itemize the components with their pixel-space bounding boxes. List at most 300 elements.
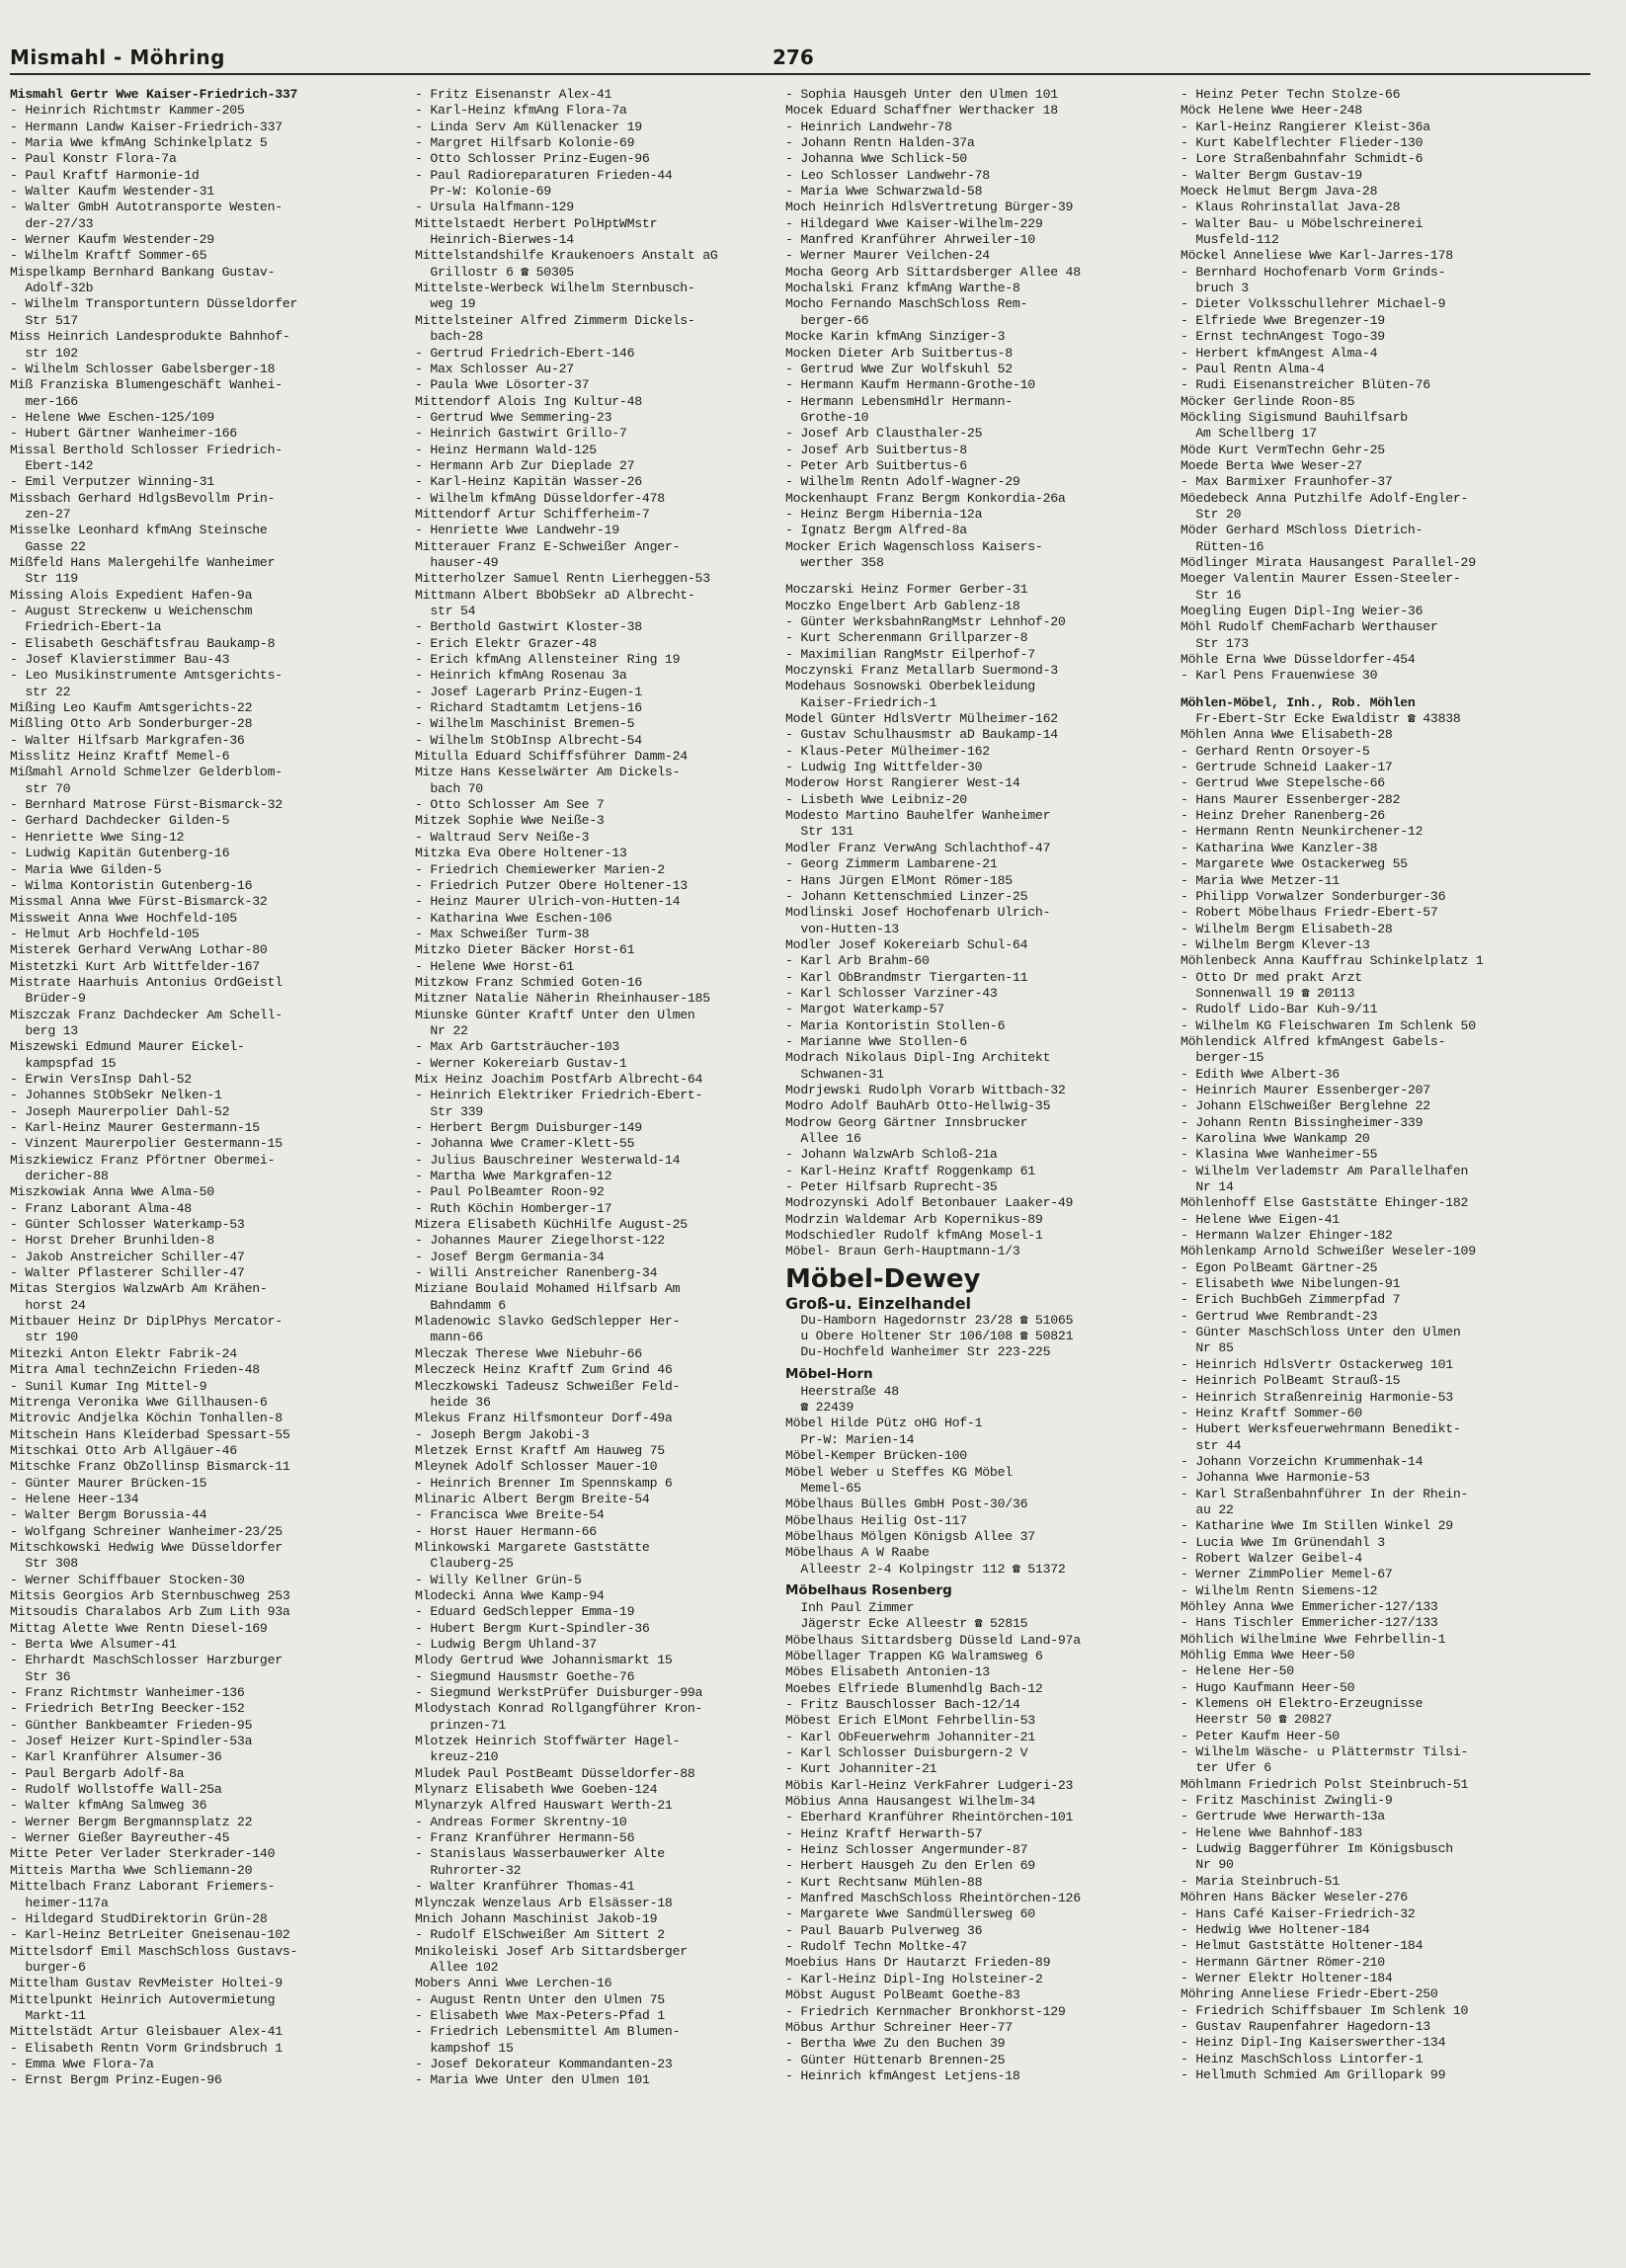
directory-entry: - August Rentn Unter den Ulmen 75 — [415, 1991, 665, 2007]
directory-entry: Mocho Fernando MaschSchloss Rem- — [785, 296, 1028, 312]
page-range-title: Mismahl - Möhring — [10, 45, 225, 69]
directory-entry: Missmal Anna Wwe Fürst-Bismarck-32 — [10, 894, 268, 910]
directory-entry: - Hugo Kaufmann Heer-50 — [1180, 1679, 1355, 1695]
directory-entry: - Johann WalzwArb Schloß-21a — [785, 1147, 998, 1163]
directory-entry: Modler Josef Kokereiarb Schul-64 — [785, 936, 1028, 952]
directory-entry: - Margret Hilfsarb Kolonie-69 — [415, 135, 635, 151]
directory-entry: Moeck Helmut Bergm Java-28 — [1180, 184, 1378, 200]
directory-entry: Mleczak Therese Wwe Niebuhr-66 — [415, 1345, 642, 1361]
directory-entry: - Georg Zimmerm Lambarene-21 — [785, 856, 998, 872]
directory-entry: heimer-117a — [10, 1895, 109, 1910]
directory-entry: - Ludwig Ing Wittfelder-30 — [785, 760, 983, 775]
directory-entry: - Johanna Wwe Cramer-Klett-55 — [415, 1136, 635, 1152]
directory-entry: weg 19 — [415, 296, 476, 312]
directory-entry: - Walter Bergm Gustav-19 — [1180, 167, 1362, 183]
directory-entry: - Wilhelm Rentn Adolf-Wagner-29 — [785, 474, 1020, 490]
directory-entry: - Hermann Kaufm Hermann-Grothe-10 — [785, 377, 1035, 393]
directory-entry: - Johann Rentn Bissingheimer-339 — [1180, 1114, 1423, 1130]
directory-entry: Möhley Anna Wwe Emmericher-127/133 — [1180, 1598, 1438, 1614]
directory-entry: Möhlenhoff Else Gaststätte Ehinger-182 — [1180, 1195, 1469, 1211]
directory-entry: Mittendorf Artur Schifferheim-7 — [415, 506, 650, 522]
directory-entry: - Heinrich Elektriker Friedrich-Ebert- — [415, 1088, 703, 1103]
directory-entry: - Friedrich Putzer Obere Holtener-13 — [415, 877, 688, 893]
directory-entry: - Heinrich kfmAngest Letjens-18 — [785, 2067, 1020, 2083]
directory-entry: Allee 16 — [785, 1131, 861, 1146]
directory-entry: - Werner Elektr Holtener-184 — [1180, 1970, 1393, 1985]
directory-entry: Miunske Günter Kraftf Unter den Ulmen — [415, 1007, 695, 1022]
directory-entry: - Robert Möbelhaus Friedr-Ebert-57 — [1180, 905, 1438, 921]
directory-entry: der-27/33 — [10, 215, 94, 231]
directory-entry: Miß Franziska Blumengeschäft Wanhei- — [10, 377, 283, 393]
directory-entry: - Heinrich Straßenreinig Harmonie-53 — [1180, 1389, 1453, 1405]
directory-entry: Möhlenkamp Arnold Schweißer Weseler-109 — [1180, 1244, 1476, 1259]
directory-entry: - Hildegard Wwe Kaiser-Wilhelm-229 — [785, 215, 1043, 231]
directory-entry: - Berta Wwe Alsumer-41 — [10, 1637, 177, 1652]
directory-entry: - Erich BuchbGeh Zimmerpfad 7 — [1180, 1292, 1401, 1308]
directory-column-3 — [785, 87, 1171, 2260]
directory-entry: - Günter Hüttenarb Brennen-25 — [785, 2052, 1006, 2067]
directory-entry: Mochalski Franz kfmAng Warthe-8 — [785, 281, 1020, 296]
directory-entry: - Horst Hauer Hermann-66 — [415, 1523, 597, 1539]
directory-entry: - Dieter Volksschullehrer Michael-9 — [1180, 296, 1446, 312]
directory-entry: Mlynczak Wenzelaus Arb Elsässer-18 — [415, 1895, 673, 1910]
directory-entry: - Günter WerksbahnRangMstr Lehnhof-20 — [785, 614, 1066, 629]
directory-entry: - Joseph Maurerpolier Dahl-52 — [10, 1103, 230, 1119]
directory-entry: berger-15 — [1180, 1050, 1264, 1066]
directory-entry: Modrozynski Adolf Betonbauer Laaker-49 — [785, 1195, 1074, 1211]
directory-entry: Mnich Johann Maschinist Jakob-19 — [415, 1910, 658, 1926]
directory-entry: Mismahl Gertr Wwe Kaiser-Friedrich-337 — [10, 87, 298, 102]
directory-entry: Mittelpunkt Heinrich Autovermietung — [10, 1991, 276, 2007]
directory-entry: - Siegmund Hausmstr Goethe-76 — [415, 1668, 635, 1684]
directory-entry: - Friedrich Lebensmittel Am Blumen- — [415, 2024, 681, 2040]
directory-entry: - Wilhelm Kraftf Sommer-65 — [10, 248, 207, 264]
directory-entry: - Linda Serv Am Küllenacker 19 — [415, 119, 642, 134]
directory-entry: - Egon PolBeamt Gärtner-25 — [1180, 1259, 1378, 1275]
directory-entry: - Hubert Bergm Kurt-Spindler-36 — [415, 1620, 650, 1636]
directory-entry: Grillostr 6 ☎ 50305 — [415, 264, 574, 280]
directory-entry: - Rudolf Wollstoffe Wall-25a — [10, 1782, 222, 1798]
directory-entry: kampshof 15 — [415, 2040, 514, 2056]
directory-entry: Mitschkowski Hedwig Wwe Düsseldorfer — [10, 1539, 283, 1555]
directory-entry: prinzen-71 — [415, 1717, 506, 1733]
directory-entry: hauser-49 — [415, 554, 499, 570]
directory-entry: Markt-11 — [10, 2007, 86, 2023]
directory-entry: - Wilma Kontoristin Gutenberg-16 — [10, 877, 253, 893]
directory-entry: - Hans Maurer Essenberger-282 — [1180, 791, 1401, 807]
directory-entry: - Willi Anstreicher Ranenberg-34 — [415, 1265, 658, 1281]
directory-entry: Moegling Eugen Dipl-Ing Weier-36 — [1180, 604, 1423, 618]
directory-entry: - Friedrich Chemiewerker Marien-2 — [415, 861, 665, 877]
directory-entry: Möbelhaus A W Raabe — [785, 1545, 930, 1561]
directory-entry: Str 20 — [1180, 506, 1242, 522]
directory-entry: - Karl ObFeuerwehrm Johanniter-21 — [785, 1729, 1035, 1744]
directory-entry: - Heinz Kraftf Herwarth-57 — [785, 1825, 983, 1841]
directory-entry: - Max Schlosser Au-27 — [415, 361, 574, 376]
directory-entry: Misselke Leonhard kfmAng Steinsche — [10, 523, 268, 538]
directory-entry: - Katharina Wwe Eschen-106 — [415, 910, 612, 926]
directory-entry: Möhlich Wilhelmine Wwe Fehrbellin-1 — [1180, 1631, 1446, 1647]
directory-entry: - Margarete Wwe Sandmüllersweg 60 — [785, 1906, 1035, 1922]
directory-entry: - Paul Kraftf Harmonie-1d — [10, 167, 200, 183]
directory-entry: - Johann ElSchweißer Berglehne 22 — [1180, 1098, 1430, 1114]
directory-entry: - August Streckenw u Weichenschm — [10, 604, 253, 618]
directory-entry: Mleczeck Heinz Kraftf Zum Grind 46 — [415, 1362, 673, 1378]
directory-entry: - Hellmuth Schmied Am Grillopark 99 — [1180, 2066, 1446, 2082]
directory-entry: - Werner Kaufm Westender-29 — [10, 232, 214, 248]
directory-entry: Moebius Hans Dr Hautarzt Frieden-89 — [785, 1955, 1051, 1971]
directory-entry: Nr 22 — [415, 1022, 468, 1038]
directory-entry: - Wilhelm Transportuntern Düsseldorfer — [10, 296, 298, 312]
directory-entry: Nr 90 — [1180, 1857, 1234, 1873]
directory-entry: - Ruth Köchin Homberger-17 — [415, 1200, 612, 1216]
directory-entry: - Johann Rentn Halden-37a — [785, 135, 975, 151]
directory-entry: Mlynarzyk Alfred Hauswart Werth-21 — [415, 1798, 673, 1814]
directory-entry: - Karl-Heinz Kapitän Wasser-26 — [415, 474, 642, 490]
section-gap — [1180, 685, 1566, 695]
directory-entry: - Emma Wwe Flora-7a — [10, 2056, 154, 2071]
directory-entry: Mitsis Georgios Arb Sternbuschweg 253 — [10, 1587, 290, 1603]
directory-entry: - Karl Pens Frauenwiese 30 — [1180, 668, 1378, 684]
directory-entry: Jägerstr Ecke Alleestr ☎ 52815 — [785, 1616, 1028, 1632]
directory-entry: - Berthold Gastwirt Kloster-38 — [415, 619, 642, 635]
directory-entry: - Lucia Wwe Im Grünendahl 3 — [1180, 1534, 1385, 1550]
directory-entry: - Heinz Maurer Ulrich-von-Hutten-14 — [415, 894, 681, 910]
directory-entry: - Bertha Wwe Zu den Buchen 39 — [785, 2036, 1006, 2052]
directory-entry: - Gertrud Wwe Semmering-23 — [415, 409, 612, 425]
directory-entry: - Ehrhardt MaschSchlosser Harzburger — [10, 1653, 283, 1668]
directory-entry: - Karl-Heinz Maurer Gestermann-15 — [10, 1120, 260, 1135]
directory-entry: Modesto Martino Bauhelfer Wanheimer — [785, 808, 1051, 824]
directory-entry: - Karl-Heinz BetrLeiter Gneisenau-102 — [10, 1927, 290, 1943]
directory-entry: u Obere Holtener Str 106/108 ☎ 50821 — [785, 1329, 1074, 1344]
directory-entry: - Kurt Rechtsanw Mühlen-88 — [785, 1874, 983, 1890]
directory-entry: Möder Gerhard MSchloss Dietrich- — [1180, 523, 1423, 538]
directory-entry: Mockenhaupt Franz Bergm Konkordia-26a — [785, 490, 1066, 506]
directory-entry: Möcker Gerlinde Roon-85 — [1180, 393, 1355, 409]
directory-entry: ter Ufer 6 — [1180, 1760, 1271, 1776]
directory-entry: - Kurt Johanniter-21 — [785, 1761, 937, 1777]
directory-entry: Model Günter HdlsVertr Mülheimer-162 — [785, 711, 1058, 727]
directory-entry: Mitrovic Andjelka Köchin Tonhallen-8 — [10, 1411, 283, 1426]
directory-entry: Mocker Erich Wagenschloss Kaisers- — [785, 538, 1043, 554]
directory-entry: Mittelsdorf Emil MaschSchloss Gustavs- — [10, 1943, 298, 1959]
directory-entry: - Karl ObBrandmstr Tiergarten-11 — [785, 969, 1028, 985]
directory-entry: dericher-88 — [10, 1169, 109, 1184]
directory-entry: - Karolina Wwe Wankamp 20 — [1180, 1131, 1370, 1146]
directory-entry: - Walter Bergm Borussia-44 — [10, 1507, 207, 1523]
directory-entry: - Lisbeth Wwe Leibniz-20 — [785, 791, 967, 807]
directory-entry: - Walter Bau- u Möbelschreinerei — [1180, 215, 1423, 231]
directory-entry: - Heinrich Richtmstr Kammer-205 — [10, 103, 245, 119]
directory-entry: - Elfriede Wwe Bregenzer-19 — [1180, 312, 1385, 328]
directory-entry: - Rudolf ElSchweißer Am Sittert 2 — [415, 1927, 665, 1943]
directory-entry: - Gerhard Dachdecker Gilden-5 — [10, 813, 230, 829]
directory-entry: - Eduard GedSchlepper Emma-19 — [415, 1604, 635, 1620]
directory-entry: Mitze Hans Kesselwärter Am Dickels- — [415, 765, 681, 780]
directory-entry: - Kurt Scherenmann Grillparzer-8 — [785, 630, 1028, 646]
directory-entry: Str 308 — [10, 1556, 78, 1572]
directory-entry: - Karl Kranführer Alsumer-36 — [10, 1749, 222, 1765]
directory-entry: Mlekus Franz Hilfsmonteur Dorf-49a — [415, 1411, 673, 1426]
directory-entry: - Helene Wwe Eigen-41 — [1180, 1211, 1340, 1227]
directory-entry: - Henriette Wwe Landwehr-19 — [415, 523, 619, 538]
directory-entry: Mleczkowski Tadeusz Schweißer Feld- — [415, 1378, 681, 1394]
directory-entry: - Franz Kranführer Hermann-56 — [415, 1830, 635, 1846]
directory-entry: - Manfred Kranführer Ahrweiler-10 — [785, 232, 1035, 248]
directory-entry: Mocken Dieter Arb Suitbertus-8 — [785, 345, 1013, 361]
directory-entry: Grothe-10 — [785, 409, 869, 425]
directory-entry: kreuz-210 — [415, 1749, 499, 1765]
directory-entry: - Otto Schlosser Prinz-Eugen-96 — [415, 151, 650, 167]
directory-entry: Modro Adolf BauhArb Otto-Hellwig-35 — [785, 1098, 1051, 1114]
directory-entry: Mix Heinz Joachim PostfArb Albrecht-64 — [415, 1071, 703, 1087]
directory-entry: - Heinrich Brenner Im Spennskamp 6 — [415, 1475, 673, 1491]
directory-column-4 — [1180, 87, 1566, 2260]
directory-entry: - Heinz Hermann Wald-125 — [415, 442, 597, 457]
directory-entry: Moczynski Franz Metallarb Suermond-3 — [785, 663, 1058, 679]
directory-entry: - Maria Wwe kfmAng Schinkelplatz 5 — [10, 135, 268, 151]
directory-entry: Inh Paul Zimmer — [785, 1599, 915, 1615]
directory-entry: - Ernst technAngest Togo-39 — [1180, 329, 1385, 345]
directory-entry: - Gertrude Wwe Herwarth-13a — [1180, 1809, 1385, 1824]
directory-entry: Sonnenwall 19 ☎ 20113 — [1180, 985, 1355, 1001]
directory-entry: Mittag Alette Wwe Rentn Diesel-169 — [10, 1620, 268, 1636]
directory-entry: - Wilhelm Bergm Klever-13 — [1180, 936, 1370, 952]
directory-entry: Mitschkai Otto Arb Allgäuer-46 — [10, 1442, 237, 1458]
directory-entry: - Werner Kokereiarb Gustav-1 — [415, 1055, 627, 1071]
directory-entry: Mludek Paul PostBeamt Düsseldorfer-88 — [415, 1765, 695, 1781]
directory-entry: von-Hutten-13 — [785, 921, 899, 936]
advertisement-heading: Möbelhaus Rosenberg — [785, 1581, 952, 1598]
directory-entry: - Robert Walzer Geibel-4 — [1180, 1550, 1362, 1566]
directory-entry: Möhlenbeck Anna Kauffrau Schinkelplatz 1 — [1180, 953, 1484, 969]
directory-entry: - Heinrich kfmAng Rosenau 3a — [415, 668, 627, 684]
directory-entry: - Paula Wwe Lösorter-37 — [415, 377, 590, 393]
directory-entry: Möckling Sigismund Bauhilfsarb — [1180, 409, 1408, 425]
directory-entry: - Hubert Gärtner Wanheimer-166 — [10, 426, 237, 442]
directory-entry: Modrjewski Rudolph Vorarb Wittbach-32 — [785, 1082, 1066, 1097]
directory-entry: - Heinrich Gastwirt Grillo-7 — [415, 426, 627, 442]
directory-entry: Möhlen-Möbel, Inh., Rob. Möhlen — [1180, 694, 1416, 710]
directory-entry: - Hermann Landw Kaiser-Friedrich-337 — [10, 119, 283, 134]
directory-entry: - Sophia Hausgeh Unter den Ulmen 101 — [785, 87, 1058, 102]
directory-entry: - Karl Straßenbahnführer In der Rhein- — [1180, 1486, 1469, 1501]
directory-entry: Mitterauer Franz E-Schweißer Anger- — [415, 538, 681, 554]
directory-entry: Gasse 22 — [10, 538, 86, 554]
directory-entry: str 70 — [10, 780, 71, 796]
directory-entry: - Helene Her-50 — [1180, 1663, 1294, 1679]
directory-entry: Moebes Elfriede Blumenhdlg Bach-12 — [785, 1680, 1043, 1696]
advertisement-heading: Möbel-Horn — [785, 1365, 873, 1382]
directory-entry: berger-66 — [785, 312, 869, 328]
directory-entry: - Maria Wwe Gilden-5 — [10, 861, 162, 877]
directory-entry: - Maria Wwe Schwarzwald-58 — [785, 184, 983, 200]
directory-entry: Möckel Anneliese Wwe Karl-Jarres-178 — [1180, 248, 1453, 264]
directory-entry: Mittelham Gustav RevMeister Holtei-9 — [10, 1976, 283, 1991]
directory-entry: - Max Barmixer Fraunhofer-37 — [1180, 474, 1393, 490]
directory-entry: Friedrich-Ebert-1a — [10, 619, 162, 635]
directory-entry: - Josef Lagerarb Prinz-Eugen-1 — [415, 684, 642, 699]
directory-entry: Mocke Karin kfmAng Sinziger-3 — [785, 329, 1006, 345]
directory-entry: - Gertrud Wwe Rembrandt-23 — [1180, 1308, 1378, 1324]
directory-entry: - Maximilian RangMstr Eilperhof-7 — [785, 646, 1035, 662]
directory-entry: - Werner ZimmPolier Memel-67 — [1180, 1567, 1393, 1582]
directory-entry: - Max Schweißer Turm-38 — [415, 926, 590, 941]
directory-entry: Mitra Amal technZeichn Frieden-48 — [10, 1362, 260, 1378]
directory-entry: - Ludwig Bergm Uhland-37 — [415, 1637, 597, 1652]
directory-entry: Bahndamm 6 — [415, 1297, 506, 1313]
directory-entry: - Wilhelm Verlademstr Am Parallelhafen — [1180, 1163, 1469, 1178]
directory-entry: - Heinz MaschSchloss Lintorfer-1 — [1180, 2051, 1423, 2066]
directory-entry: - Johannes Maurer Ziegelhorst-122 — [415, 1233, 665, 1249]
directory-entry: - Walter Kranführer Thomas-41 — [415, 1879, 635, 1895]
directory-entry: Misslitz Heinz Kraftf Memel-6 — [10, 749, 230, 765]
directory-entry: str 102 — [10, 345, 78, 361]
directory-entry: Missing Alois Expedient Hafen-9a — [10, 587, 253, 603]
directory-entry: Mitteis Martha Wwe Schliemann-20 — [10, 1862, 253, 1878]
directory-entry: Mistrate Haarhuis Antonius OrdGeistl — [10, 974, 283, 990]
directory-entry: Moczarski Heinz Former Gerber-31 — [785, 582, 1028, 598]
directory-entry: Mitzkow Franz Schmied Goten-16 — [415, 974, 642, 990]
directory-entry: Möhren Hans Bäcker Weseler-276 — [1180, 1890, 1408, 1905]
directory-entry: Mittelstandshilfe Kraukenoers Anstalt aG — [415, 248, 718, 264]
directory-entry: - Edith Wwe Albert-36 — [1180, 1066, 1340, 1082]
directory-entry: Möbel Weber u Steffes KG Möbel — [785, 1464, 1013, 1480]
directory-entry: Möck Helene Wwe Heer-248 — [1180, 103, 1362, 119]
directory-entry: - Wilhelm KG Fleischwaren Im Schlenk 50 — [1180, 1017, 1476, 1033]
directory-entry: - Gertrud Friedrich-Ebert-146 — [415, 345, 635, 361]
directory-entry: - Rudi Eisenanstreicher Blüten-76 — [1180, 377, 1430, 393]
directory-entry: - Hans Tischler Emmericher-127/133 — [1180, 1615, 1438, 1631]
directory-entry: - Otto Schlosser Am See 7 — [415, 797, 605, 813]
directory-entry: - Franz Richtmstr Wanheimer-136 — [10, 1685, 245, 1701]
directory-entry: - Rudolf Lido-Bar Kuh-9/11 — [1180, 1002, 1378, 1017]
directory-entry: Mitzek Sophie Wwe Neiße-3 — [415, 813, 605, 829]
directory-entry: Du-Hamborn Hagedornstr 23/28 ☎ 51065 — [785, 1312, 1074, 1328]
directory-entry: Möbus Arthur Schreiner Heer-77 — [785, 2019, 1013, 2035]
directory-entry: - Heinrich PolBeamt Strauß-15 — [1180, 1373, 1401, 1389]
directory-entry: Nr 14 — [1180, 1179, 1234, 1195]
directory-entry: Mitsoudis Charalabos Arb Zum Lith 93a — [10, 1604, 290, 1620]
directory-entry: - Vinzent Maurerpolier Gestermann-15 — [10, 1136, 283, 1152]
directory-entry: Schwanen-31 — [785, 1066, 884, 1082]
directory-entry: - Bernhard Hochofenarb Vorm Grinds- — [1180, 264, 1446, 280]
directory-entry: Mlynarz Elisabeth Wwe Goeben-124 — [415, 1782, 658, 1798]
directory-entry: - Heinz Kraftf Sommer-60 — [1180, 1405, 1362, 1420]
directory-entry: Missweit Anna Wwe Hochfeld-105 — [10, 910, 237, 926]
directory-entry: Möbst August PolBeamt Goethe-83 — [785, 1987, 1020, 2003]
directory-entry: - Andreas Former Skrentny-10 — [415, 1814, 627, 1829]
directory-entry: Moczko Engelbert Arb Gablenz-18 — [785, 598, 1020, 613]
directory-entry: - Waltraud Serv Neiße-3 — [415, 829, 590, 845]
directory-entry: - Hermann Gärtner Römer-210 — [1180, 1954, 1385, 1970]
directory-entry: Heerstraße 48 — [785, 1383, 899, 1399]
directory-entry: str 54 — [415, 604, 476, 618]
directory-entry: bach-28 — [415, 329, 483, 345]
directory-entry: Kaiser-Friedrich-1 — [785, 694, 937, 710]
directory-entry: Modschiedler Rudolf kfmAng Mosel-1 — [785, 1228, 1043, 1244]
directory-entry: Mitzko Dieter Bäcker Horst-61 — [415, 942, 635, 958]
directory-entry: Mittelsteiner Alfred Zimmerm Dickels- — [415, 312, 695, 328]
directory-entry: - Karl Schlosser Varziner-43 — [785, 985, 998, 1001]
directory-entry: - Wilhelm StObInsp Albrecht-54 — [415, 732, 642, 748]
directory-entry: bach 70 — [415, 780, 483, 796]
directory-entry: Nr 85 — [1180, 1340, 1234, 1356]
directory-entry: Miszkowiak Anna Wwe Alma-50 — [10, 1184, 214, 1200]
directory-entry: Str 517 — [10, 312, 78, 328]
directory-entry: Moede Berta Wwe Weser-27 — [1180, 457, 1362, 473]
directory-entry: Mitbauer Heinz Dr DiplPhys Mercator- — [10, 1314, 283, 1330]
directory-entry: Fr-Ebert-Str Ecke Ewaldistr ☎ 43838 — [1180, 711, 1461, 727]
directory-entry: - Fritz Eisenanstr Alex-41 — [415, 87, 612, 102]
directory-entry: Modler Franz VerwAng Schlachthof-47 — [785, 840, 1051, 855]
directory-entry: Möbellager Trappen KG Walramsweg 6 — [785, 1648, 1043, 1663]
directory-entry: Ebert-142 — [10, 457, 94, 473]
directory-entry: Mitrenga Veronika Wwe Gillhausen-6 — [10, 1394, 268, 1410]
directory-entry: Modrzin Waldemar Arb Kopernikus-89 — [785, 1211, 1043, 1227]
directory-entry: Mocha Georg Arb Sittardsberger Allee 48 — [785, 264, 1081, 280]
directory-entry: - Fritz Maschinist Zwingli-9 — [1180, 1793, 1393, 1809]
directory-entry: Mißmahl Arnold Schmelzer Gelderblom- — [10, 765, 283, 780]
directory-entry: - Karl-Heinz kfmAng Flora-7a — [415, 103, 627, 119]
directory-entry: - Philipp Vorwalzer Sonderburger-36 — [1180, 888, 1446, 904]
directory-entry: Modehaus Sosnowski Oberbekleidung — [785, 679, 1035, 694]
directory-entry: Str 131 — [785, 824, 854, 840]
directory-entry: - Maria Steinbruch-51 — [1180, 1873, 1340, 1889]
directory-entry: Str 339 — [415, 1103, 483, 1119]
directory-entry: - Rudolf Techn Moltke-47 — [785, 1939, 967, 1955]
directory-entry: Mitzka Eva Obere Holtener-13 — [415, 846, 627, 861]
directory-entry: - Heinz Dipl-Ing Kaiserswerther-134 — [1180, 2035, 1446, 2051]
directory-entry: - Karl Arb Brahm-60 — [785, 953, 930, 969]
directory-entry: - Herbert Bergm Duisburger-149 — [415, 1120, 642, 1135]
directory-entry: Str 173 — [1180, 635, 1249, 651]
directory-entry: - Hermann LebensmHdlr Hermann- — [785, 393, 1013, 409]
directory-entry: - Erich kfmAng Allensteiner Ring 19 — [415, 652, 681, 668]
directory-entry: Möhlen Anna Wwe Elisabeth-28 — [1180, 727, 1393, 743]
directory-entry: - Helene Wwe Eschen-125/109 — [10, 409, 214, 425]
directory-entry: - Helmut Arb Hochfeld-105 — [10, 926, 200, 941]
directory-entry: Miszewski Edmund Maurer Eickel- — [10, 1039, 245, 1055]
directory-entry: Möedebeck Anna Putzhilfe Adolf-Engler- — [1180, 490, 1469, 506]
directory-entry: Misterek Gerhard VerwAng Lothar-80 — [10, 942, 268, 958]
directory-entry: - Herbert Hausgeh Zu den Erlen 69 — [785, 1858, 1035, 1874]
directory-entry: Alleestr 2-4 Kolpingstr 112 ☎ 51372 — [785, 1561, 1066, 1577]
directory-entry: str 22 — [10, 684, 71, 699]
directory-entry: - Walter GmbH Autotransporte Westen- — [10, 200, 283, 215]
directory-entry: - Otto Dr med prakt Arzt — [1180, 969, 1362, 985]
directory-entry: - Katharina Wwe Kanzler-38 — [1180, 840, 1378, 855]
directory-entry: Möbelhaus Sittardsberg Düsseld Land-97a — [785, 1632, 1081, 1648]
directory-entry: - Julius Bauschreiner Westerwald-14 — [415, 1152, 681, 1168]
directory-entry: Mobers Anni Wwe Lerchen-16 — [415, 1976, 612, 1991]
directory-entry: kampspfad 15 — [10, 1055, 117, 1071]
directory-entry: - Bernhard Matrose Fürst-Bismarck-32 — [10, 797, 283, 813]
directory-entry: Du-Hochfeld Wanheimer Str 223-225 — [785, 1344, 1051, 1360]
directory-entry: Mittelstädt Artur Gleisbauer Alex-41 — [10, 2024, 283, 2040]
directory-entry: - Gustav Raupenfahrer Hagedorn-13 — [1180, 2018, 1430, 2034]
directory-entry: - Heinz Peter Techn Stolze-66 — [1180, 87, 1401, 102]
directory-entry: Mlody Gertrud Wwe Johannismarkt 15 — [415, 1653, 673, 1668]
directory-entry: - Wilhelm Schlosser Gabelsberger-18 — [10, 361, 276, 376]
directory-entry: - Marianne Wwe Stollen-6 — [785, 1033, 967, 1049]
directory-entry: Mocek Eduard Schaffner Werthacker 18 — [785, 103, 1058, 119]
directory-entry: - Johann Kettenschmied Linzer-25 — [785, 888, 1028, 904]
directory-entry: - Horst Dreher Brunhilden-8 — [10, 1233, 214, 1249]
directory-entry: - Helene Wwe Bahnhof-183 — [1180, 1824, 1362, 1840]
directory-entry: Heinrich-Bierwes-14 — [415, 232, 574, 248]
